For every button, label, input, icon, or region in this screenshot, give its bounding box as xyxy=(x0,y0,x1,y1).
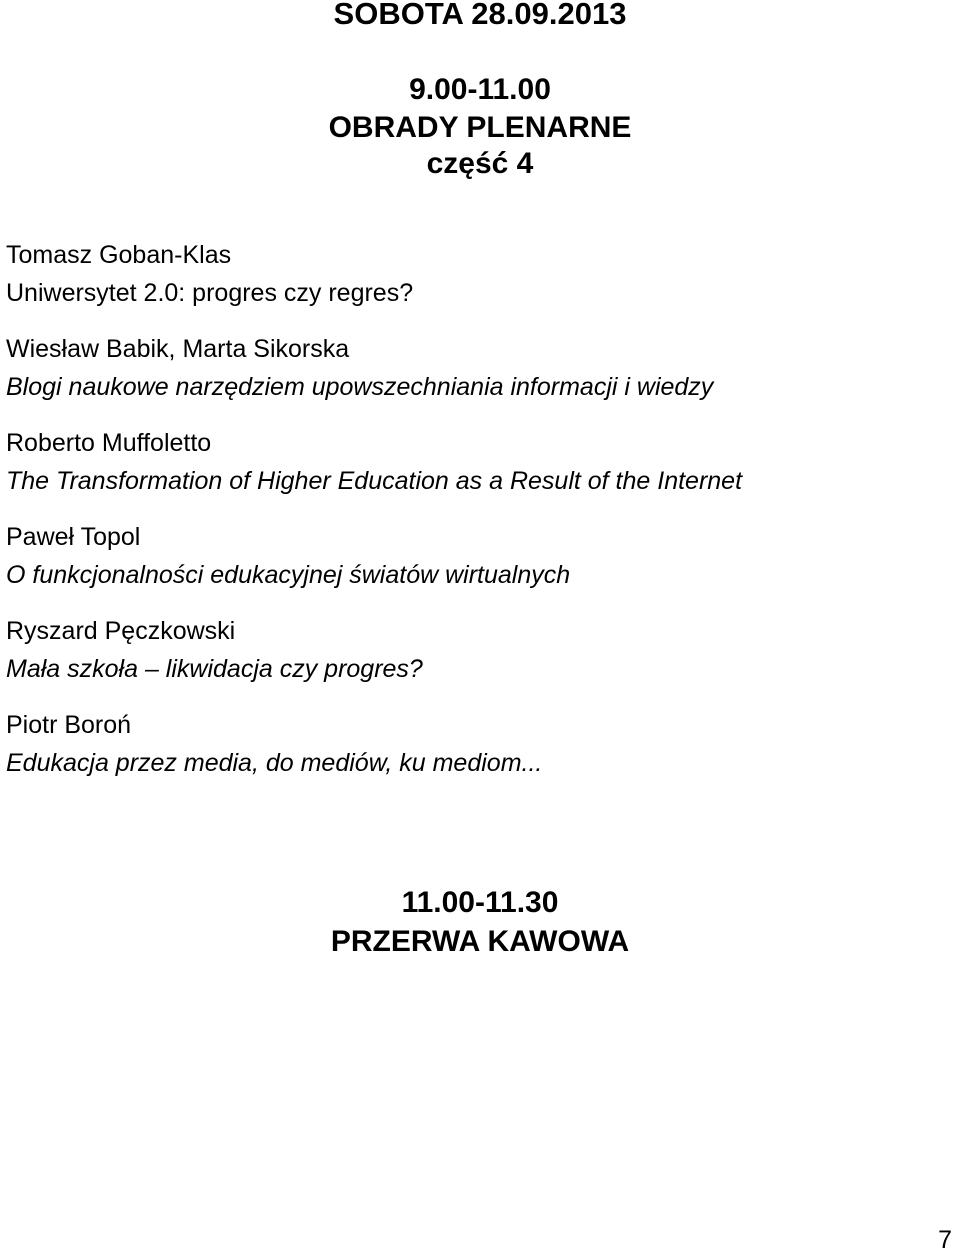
talk-item xyxy=(6,424,946,500)
session-title: OBRADY PLENARNE xyxy=(328,111,632,144)
talk-item xyxy=(6,330,946,406)
session-time: 9.00-11.00 xyxy=(409,73,551,106)
speaker-name: Wiesław Babik, Marta Sikorska xyxy=(6,335,350,363)
talk-title: Blogi naukowe narzędziem upowszechniania informacji i wiedzy xyxy=(6,373,714,401)
talk-list xyxy=(6,236,946,782)
page-number: 7 xyxy=(938,1226,952,1254)
speaker-name: Piotr Boroń xyxy=(6,711,132,739)
talk-item xyxy=(6,612,946,688)
speaker-name: Paweł Topol xyxy=(6,523,141,551)
speaker-name: Tomasz Goban-Klas xyxy=(6,241,232,269)
talk-title: Mała szkoła – likwidacja czy progres? xyxy=(6,655,423,683)
talk-item xyxy=(6,236,946,312)
talk-title: Uniwersytet 2.0: progres czy regres? xyxy=(6,279,414,307)
talk-item xyxy=(6,518,946,594)
break-time: 11.00-11.30 xyxy=(401,886,559,919)
break-title: PRZERWA KAWOWA xyxy=(330,925,630,958)
session-part: część 4 xyxy=(426,147,534,180)
speaker-name: Roberto Muffoletto xyxy=(6,429,212,457)
talk-title: O funkcjonalności edukacyjnej światów wirtualnych xyxy=(6,561,571,589)
speaker-name: Ryszard Pęczkowski xyxy=(6,617,236,645)
talk-title: Edukacja przez media, do mediów, ku mediom... xyxy=(6,749,543,777)
talk-item xyxy=(6,706,946,782)
day-title: SOBOTA 28.09.2013 xyxy=(333,0,627,31)
talk-title: The Transformation of Higher Education as a Result of the Internet xyxy=(6,467,743,495)
